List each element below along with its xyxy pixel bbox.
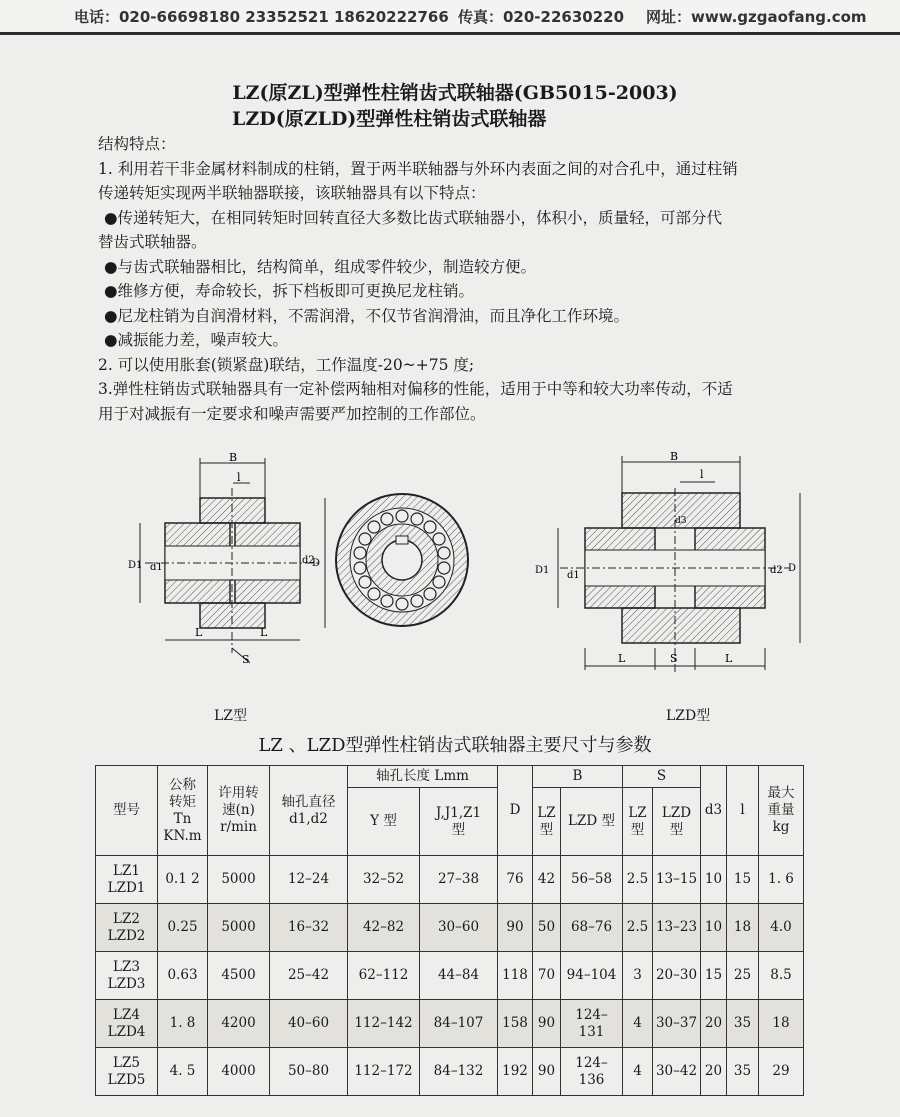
th-S: S: [623, 766, 701, 788]
cell-model: [96, 904, 158, 952]
lzd-label-L-right: L: [725, 652, 733, 665]
th-length-y: Y 型: [348, 788, 420, 856]
th-l: l: [727, 766, 759, 856]
cell-l: 25: [727, 952, 759, 1000]
th-torque-l2: 转矩: [169, 793, 196, 810]
th-S-lzd-l2: 型: [669, 821, 684, 838]
cell-slz: 3: [623, 952, 653, 1000]
cell-model: [96, 952, 158, 1000]
cell-w: 8.5: [759, 952, 804, 1000]
cell-blz: 90: [533, 1048, 561, 1096]
model-lz: LZ1: [113, 862, 140, 879]
th-weight-l1: 最大: [767, 785, 795, 801]
phone-numbers: 电话：020-66698180 23352521 18620222766: [74, 8, 449, 26]
cell-j: 44–84: [420, 952, 498, 1000]
cell-slz: 2.5: [623, 904, 653, 952]
cell-blzd: 68–76: [561, 904, 623, 952]
model-lz: LZ5: [113, 1054, 140, 1071]
cell-blzd: 56–58: [561, 856, 623, 904]
feature-bullet-5: ●减振能力差，噪声较大。: [104, 331, 289, 349]
label-D1: D1: [128, 560, 143, 571]
lzd-label-d1: d1: [567, 570, 580, 581]
cell-n: 5000: [208, 904, 270, 952]
cell-tn: 0.1 2: [158, 856, 208, 904]
feature-para-1a: 1. 利用若干非金属材料制成的柱销，置于两半联轴器与外环内表面之间的对合孔中，通过柱销: [98, 159, 738, 178]
cell-d3: 20: [701, 1048, 727, 1096]
lz-section-drawing: [125, 448, 335, 673]
feature-bullet-3: ●维修方便，寿命较长，拆下档板即可更换尼龙柱销。: [104, 282, 475, 300]
cell-slzd: 13–15: [653, 856, 701, 904]
cell-y: 42–82: [348, 904, 420, 952]
th-S-lzd: [653, 788, 701, 856]
cell-d: 25–42: [270, 952, 348, 1000]
th-d3: d3: [701, 766, 727, 856]
cell-j: 84–132: [420, 1048, 498, 1096]
cell-y: 112–172: [348, 1048, 420, 1096]
cell-j: 84–107: [420, 1000, 498, 1048]
cell-j: 30–60: [420, 904, 498, 952]
cell-w: 4.0: [759, 904, 804, 952]
header-divider: [0, 32, 900, 35]
th-torque-l3: Tn: [173, 810, 192, 827]
cell-slzd: 13–23: [653, 904, 701, 952]
label-S: S: [242, 653, 250, 666]
th-length-j-l1: J,J1,Z1: [435, 804, 482, 821]
cell-slzd: 30–37: [653, 1000, 701, 1048]
th-weight-l3: kg: [772, 819, 790, 835]
table-row: [96, 1000, 804, 1048]
cell-slzd: 30–42: [653, 1048, 701, 1096]
cell-blz: 42: [533, 856, 561, 904]
cell-y: 32–52: [348, 856, 420, 904]
cell-D: 76: [498, 856, 533, 904]
cell-blzd: 124–136: [561, 1048, 623, 1096]
th-B: B: [533, 766, 623, 788]
th-S-lz: [623, 788, 653, 856]
cell-y: 62–112: [348, 952, 420, 1000]
fax-number: 传真：020-22630220: [458, 8, 625, 26]
th-model: 型号: [96, 766, 158, 856]
cell-l: 35: [727, 1000, 759, 1048]
label-l: l: [237, 471, 241, 484]
label-B: B: [229, 451, 238, 464]
lzd-label-d2: d2: [770, 565, 783, 576]
label-d2: d2: [302, 555, 315, 566]
cell-d: 16–32: [270, 904, 348, 952]
th-torque: [158, 766, 208, 856]
cell-blzd: 124–131: [561, 1000, 623, 1048]
cell-n: 4500: [208, 952, 270, 1000]
table-title: LZ 、LZD型弹性柱销齿式联轴器主要尺寸与参数: [258, 735, 652, 756]
th-bore: [270, 766, 348, 856]
cell-blz: 90: [533, 1000, 561, 1048]
cell-model: [96, 1000, 158, 1048]
model-lzd: LZD1: [107, 879, 146, 896]
cell-tn: 0.63: [158, 952, 208, 1000]
cell-tn: 1. 8: [158, 1000, 208, 1048]
model-lzd: LZD5: [107, 1071, 146, 1088]
th-speed-l3: r/min: [220, 819, 257, 835]
features-section: [98, 132, 838, 426]
model-lz: LZ4: [113, 1006, 140, 1023]
page-title-lz: LZ(原ZL)型弹性柱销齿式联轴器(GB5015-2003): [232, 82, 678, 104]
th-S-lzd-l1: LZD: [661, 804, 692, 821]
cell-d3: 20: [701, 1000, 727, 1048]
cell-D: 158: [498, 1000, 533, 1048]
lzd-caption: LZD型: [666, 708, 711, 724]
cell-d: 40–60: [270, 1000, 348, 1048]
th-length-j-l2: 型: [451, 821, 466, 838]
th-weight-l2: 重量: [767, 802, 795, 818]
th-B-lz-l2: 型: [539, 821, 554, 838]
spec-table: [95, 765, 804, 1096]
lz-caption: LZ型: [214, 708, 248, 724]
th-length: 轴孔长度 Lmm: [348, 766, 498, 788]
features-heading: 结构特点：: [98, 135, 176, 153]
lzd-label-S: S: [670, 652, 678, 665]
th-D: D: [498, 766, 533, 856]
cell-blzd: 94–104: [561, 952, 623, 1000]
table-row: [96, 856, 804, 904]
model-lzd: LZD4: [107, 1023, 146, 1040]
th-S-lz-l2: 型: [630, 821, 645, 838]
table-row: [96, 1048, 804, 1096]
website-address: 网址：www.gzgaofang.com: [646, 8, 867, 26]
th-B-lz-l1: LZ: [537, 804, 556, 821]
label-D: D: [312, 558, 321, 569]
cell-n: 4000: [208, 1048, 270, 1096]
feature-para-1b: 传递转矩实现两半联轴器联接，该联轴器具有以下特点：: [98, 184, 486, 202]
lzd-label-D: D: [788, 563, 797, 574]
cell-d3: 10: [701, 856, 727, 904]
lzd-label-L-left: L: [618, 652, 626, 665]
feature-bullet-1a: ●传递转矩大，在相同转矩时回转直径大多数比齿式联轴器小，体积小，质量轻，可部分代: [104, 208, 723, 227]
cell-w: 29: [759, 1048, 804, 1096]
cell-tn: 0.25: [158, 904, 208, 952]
lzd-label-D1: D1: [535, 565, 550, 576]
th-speed-l1: 许用转: [218, 785, 259, 801]
cell-l: 15: [727, 856, 759, 904]
model-lzd: LZD3: [107, 975, 146, 992]
feature-bullet-2: ●与齿式联轴器相比，结构简单，组成零件较少，制造较方便。: [104, 257, 537, 276]
cell-D: 192: [498, 1048, 533, 1096]
cell-l: 35: [727, 1048, 759, 1096]
cell-D: 118: [498, 952, 533, 1000]
th-weight: [759, 766, 804, 856]
feature-para-2: 2. 可以使用胀套(锁紧盘)联结，工作温度-20~+75 度;: [98, 355, 475, 374]
cell-d: 50–80: [270, 1048, 348, 1096]
label-L-left: L: [195, 626, 203, 639]
table-row: [96, 904, 804, 952]
cell-w: 1. 6: [759, 856, 804, 904]
cell-n: 4200: [208, 1000, 270, 1048]
cell-d3: 10: [701, 904, 727, 952]
feature-para-3a: 3.弹性柱销齿式联轴器具有一定补偿两轴相对偏移的性能，适用于中等和较大功率传动，不适: [98, 380, 733, 398]
lz-end-view-drawing: [332, 490, 472, 630]
model-lz: LZ3: [113, 958, 140, 975]
lzd-label-B: B: [670, 450, 679, 463]
cell-w: 18: [759, 1000, 804, 1048]
th-torque-l4: KN.m: [163, 827, 202, 844]
model-lz: LZ2: [113, 910, 140, 927]
cell-d: 12–24: [270, 856, 348, 904]
cell-n: 5000: [208, 856, 270, 904]
cell-d3: 15: [701, 952, 727, 1000]
th-bore-l2: d1,d2: [289, 810, 328, 827]
cell-j: 27–38: [420, 856, 498, 904]
cell-blz: 50: [533, 904, 561, 952]
cell-l: 18: [727, 904, 759, 952]
th-B-lzd: LZD 型: [561, 788, 623, 856]
cell-slzd: 20–30: [653, 952, 701, 1000]
label-L-right: L: [260, 626, 268, 639]
th-S-lz-l1: LZ: [628, 804, 647, 821]
cell-model: [96, 856, 158, 904]
cell-tn: 4. 5: [158, 1048, 208, 1096]
cell-slz: 2.5: [623, 856, 653, 904]
lzd-label-l: l: [700, 468, 704, 481]
feature-bullet-1b: 替齿式联轴器。: [98, 233, 207, 251]
th-speed: [208, 766, 270, 856]
cell-D: 90: [498, 904, 533, 952]
th-bore-l1: 轴孔直径: [281, 793, 336, 810]
feature-bullet-4: ●尼龙柱销为自润滑材料，不需润滑，不仅节省润滑油，而且净化工作环境。: [104, 306, 630, 325]
th-length-j: [420, 788, 498, 856]
cell-model: [96, 1048, 158, 1096]
feature-para-3b: 用于对减振有一定要求和噪声需要严加控制的工作部位。: [98, 404, 486, 423]
lzd-section-drawing: [530, 448, 820, 678]
cell-y: 112–142: [348, 1000, 420, 1048]
model-lzd: LZD2: [107, 927, 146, 944]
th-speed-l2: 速(n): [222, 802, 255, 818]
page-title-lzd: LZD(原ZLD)型弹性柱销齿式联轴器: [232, 108, 547, 130]
table-row: [96, 952, 804, 1000]
lzd-label-d3: d3: [675, 516, 687, 526]
contact-header: [0, 0, 900, 32]
cell-slz: 4: [623, 1000, 653, 1048]
th-B-lz: [533, 788, 561, 856]
th-torque-l1: 公称: [169, 776, 196, 793]
cell-slz: 4: [623, 1048, 653, 1096]
label-d1: d1: [150, 562, 163, 573]
cell-blz: 70: [533, 952, 561, 1000]
